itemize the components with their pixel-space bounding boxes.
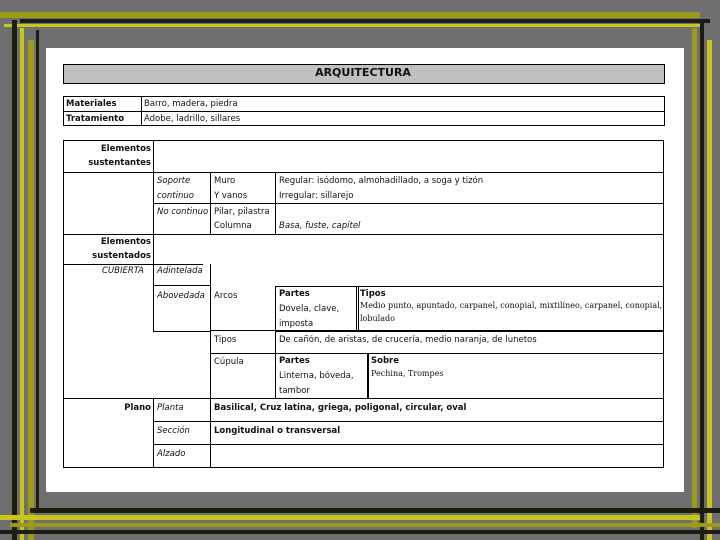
page-title: ARQUITECTURA xyxy=(315,66,411,79)
cupula-partes-label: Partes xyxy=(279,356,310,366)
seccion-divider xyxy=(153,444,664,445)
arcos-partes-line1: Dovela, clave, xyxy=(279,304,340,314)
sobre-value: Pechina, Trompes xyxy=(371,369,444,378)
alzado: Alzado xyxy=(157,449,186,459)
frame-bar-top-3 xyxy=(4,24,700,27)
tipos-row-top xyxy=(210,330,663,331)
sustentantes-header-line1: Elementos xyxy=(100,144,151,154)
slide xyxy=(46,48,684,492)
frame-bar-right-1 xyxy=(692,28,697,528)
tipos-col-left xyxy=(210,286,211,398)
sustentantes-header-right xyxy=(153,140,154,172)
frame-bar-right-3 xyxy=(707,40,712,540)
plano-label: Plano xyxy=(124,403,151,413)
frame-bar-left-3 xyxy=(28,40,34,540)
seccion-value: Longitudinal o transversal xyxy=(214,426,341,436)
frame-bar-top-1 xyxy=(0,12,700,18)
plano-col-right xyxy=(210,398,211,468)
arcos: Arcos xyxy=(214,291,238,301)
muro-value-line2: Irregular: sillarejo xyxy=(279,191,354,201)
frame-bar-bottom-1 xyxy=(30,508,720,513)
cubierta: CUBIERTA xyxy=(102,266,144,276)
row-label-tratamiento: Tratamiento xyxy=(66,114,125,124)
planta: Planta xyxy=(157,403,184,413)
frame-bar-left-2 xyxy=(20,28,24,540)
muro-value-line1: Regular: isódomo, almohadillado, a soga y tizón xyxy=(279,176,484,186)
planta-divider xyxy=(153,421,664,422)
sustentados-header-right xyxy=(153,234,154,264)
cubierta-col-right xyxy=(153,264,154,332)
soporte-continuo-line2: continuo xyxy=(157,191,194,201)
frame-bar-right-2 xyxy=(700,20,704,540)
main-table-left-border xyxy=(63,140,64,468)
arcos-tipos-line2: lobulado xyxy=(360,314,395,323)
no-continuo: No continuo xyxy=(157,207,209,217)
planta-value: Basilical, Cruz latina, griega, poligonal, circular, oval xyxy=(214,403,467,413)
cupula-partes-line2: tambor xyxy=(279,386,310,396)
sustentados-header-line1: Elementos xyxy=(100,237,151,247)
cupula-partes-line1: Linterna, bóveda, xyxy=(279,371,354,381)
arcos-tipos-label: Tipos xyxy=(360,289,386,299)
cupula: Cúpula xyxy=(214,357,244,367)
frame-bar-bottom-2 xyxy=(0,515,700,520)
sustentados-divider xyxy=(63,264,203,265)
pilar: Pilar, pilastra xyxy=(214,207,270,217)
seccion: Sección xyxy=(157,426,190,436)
row-value-materiales: Barro, madera, piedra xyxy=(144,99,238,109)
adintelada: Adintelada xyxy=(157,266,203,276)
frame-bar-left-4 xyxy=(36,30,39,510)
frame-bar-left-1 xyxy=(12,20,17,540)
sustentantes-header-line2: sustentantes xyxy=(88,158,151,168)
tipos-value: De cañón, de aristas, de crucería, medio naranja, de lunetos xyxy=(279,335,537,345)
abovedada-bottom xyxy=(153,331,211,332)
frame-bar-bottom-3 xyxy=(10,523,720,527)
arcos-tipos-line1: Medio punto, apuntado, carpanel, conopial, mixtilíneo, carpanel, conopial, xyxy=(360,301,663,310)
materials-table-col-divider xyxy=(141,96,142,126)
sobre-label: Sobre xyxy=(371,356,400,366)
arcos-partes-label: Partes xyxy=(279,289,310,299)
soporte-divider xyxy=(153,203,664,204)
adintelada-divider xyxy=(153,285,211,286)
soporte-continuo-line1: Soporte xyxy=(157,176,191,186)
abovedada: Abovedada xyxy=(157,291,205,301)
tipos: Tipos xyxy=(214,335,237,345)
tipos-col-right xyxy=(275,330,276,354)
sustentados-header-line2: sustentados xyxy=(92,251,151,261)
frame-bar-bottom-4 xyxy=(0,530,720,534)
columna-value: Basa, fuste, capitel xyxy=(279,221,361,231)
frame-bar-top-2 xyxy=(20,19,710,23)
muro-line2: Y vanos xyxy=(214,191,248,201)
row-label-materiales: Materiales xyxy=(66,99,117,109)
muro-line1: Muro xyxy=(214,176,236,186)
columna: Columna xyxy=(214,221,252,231)
arcos-partes-line2: imposta xyxy=(279,319,314,329)
row-value-tratamiento: Adobe, ladrillo, sillares xyxy=(144,114,241,124)
plano-col-left xyxy=(153,398,154,468)
materials-table-divider xyxy=(63,111,665,112)
